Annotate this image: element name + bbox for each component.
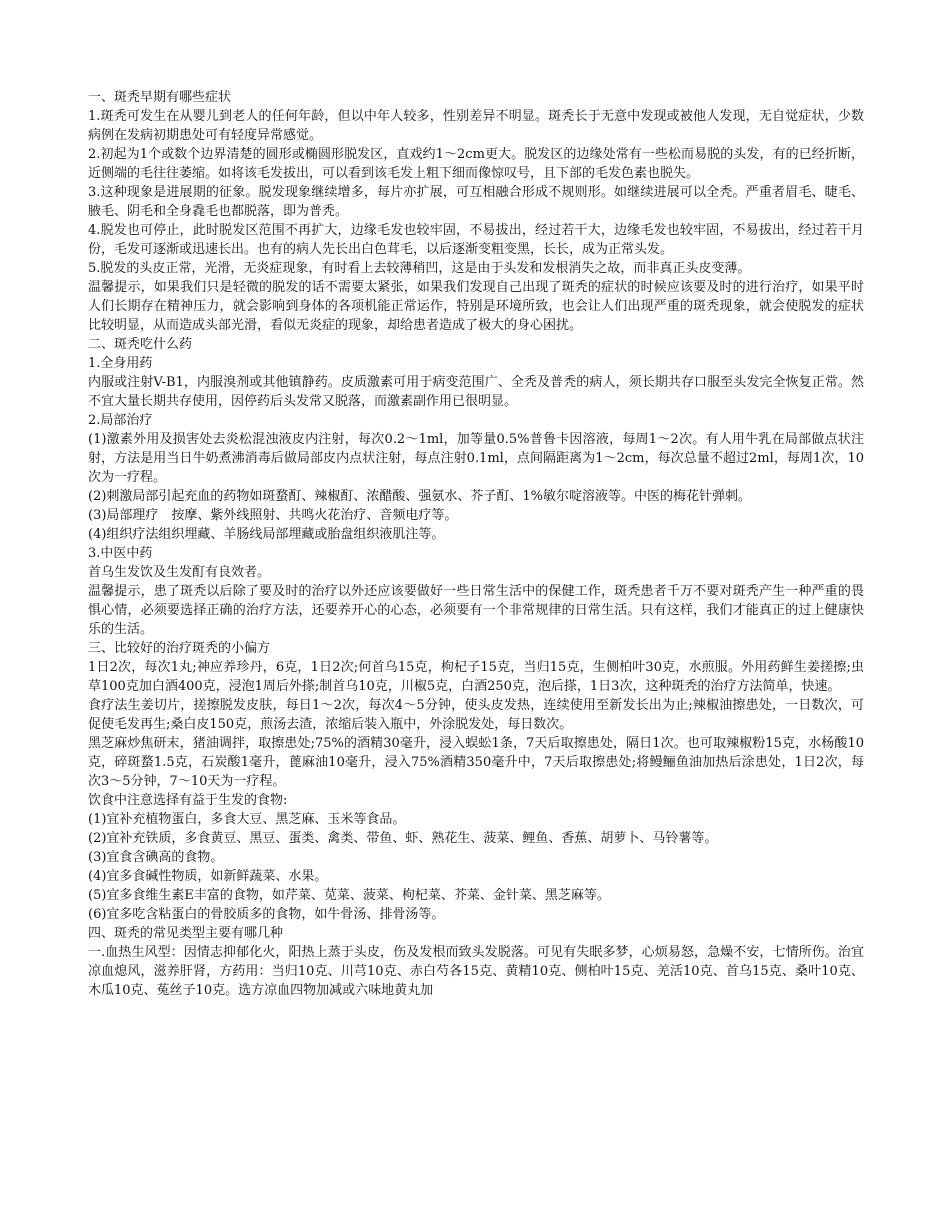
paragraph: 一.血热生风型：因情志抑郁化火，阳热上蒸于头皮，伤及发根而致头发脱落。可见有失眠多梦，心烦易怒，急燥不安，七情所伤。治宜凉血熄风，滋养肝肾，方药用：当归10克、川芎10克、赤白芍各15克、黄精10克、侧柏叶15克、羌活10克、首乌15克、桑叶10克、木瓜10克、菟丝子10克。选方凉血四物加减或六味地黄丸加	[88, 945, 864, 998]
paragraph: 5.脱发的头皮正常，光滑，无炎症现象，有时看上去较薄稍凹，这是由于头发和发根消失之故，而非真正头皮变薄。	[88, 261, 751, 276]
paragraph: (3)局部理疗 按摩、紫外线照射、共鸣火花治疗、音频电疗等。	[88, 508, 458, 523]
paragraph: 首乌生发饮及生发酊有良效者。	[88, 565, 271, 580]
paragraph: (5)宜多食维生素E丰富的食物，如芹菜、苋菜、菠菜、枸杞菜、芥菜、金针菜、黑芝麻等。	[88, 888, 610, 903]
paragraph: (4)组织疗法组织埋藏、羊肠线局部埋藏或胎盘组织液肌注等。	[88, 527, 445, 542]
paragraph: (6)宜多吃含粘蛋白的骨胶质多的食物，如牛骨汤、排骨汤等。	[88, 907, 445, 922]
paragraph: 3.中医中药	[88, 546, 153, 561]
paragraph: 食疗法生姜切片，搓擦脱发皮肤，每日1～2次，每次4～5分钟，使头皮发热，连续使用至新发长出为止;辣椒油擦患处，一日数次，可促使毛发再生;桑白皮150克，煎汤去渣，浓缩后装入瓶中，外涂脱发处，每日数次。	[88, 698, 864, 732]
paragraph: (2)宜补充铁质，多食黄豆、黑豆、蛋类、禽类、带鱼、虾、熟花生、菠菜、鲤鱼、香蕉、胡萝卜、马铃薯等。	[88, 831, 718, 846]
paragraph: (3)宜食含碘高的食物。	[88, 850, 224, 865]
paragraph: 1.斑秃可发生在从婴儿到老人的任何年龄，但以中年人较多，性别差异不明显。斑秃长于无意中发现或被他人发现，无自觉症状，少数病例在发病初期患处可有轻度异常感觉。	[88, 109, 864, 143]
paragraph: 温馨提示，患了斑秃以后除了要及时的治疗以外还应该要做好一些日常生活中的保健工作，斑秃患者千万不要对斑秃产生一种严重的畏惧心情，必须要选择正确的治疗方法，还要养开心的心态，必须要有一个非常规律的日常生活。只有这样，我们才能真正的过上健康快乐的生活。	[88, 584, 864, 637]
paragraph: 1日2次，每次1丸;神应养珍丹，6克，1日2次;何首乌15克，枸杞子15克，当归15克，生侧柏叶30克，水煎服。外用药鲜生姜搓擦;虫草100克加白酒400克，浸泡1周后外搽;制首乌10克，川椒5克，白酒250克，泡后搽，1日3次，这种斑秃的治疗方法简单，快速。	[88, 660, 864, 694]
paragraph: 饮食中注意选择有益于生发的食物:	[88, 793, 288, 808]
paragraph: 2.初起为1个或数个边界清楚的圆形或椭圆形脱发区，直戏约1～2cm更大。脱发区的边缘处常有一些松而易脱的头发，有的已经折断，近侧端的毛往往萎缩。如将该毛发拔出，可以看到该毛发上粗下细而像惊叹号，且下部的毛发色素也脱失。	[88, 147, 864, 181]
paragraph: 二、斑秃吃什么药	[88, 337, 193, 352]
paragraph: 黑芝麻炒焦研末，猪油调拌，取擦患处;75%的酒精30毫升，浸入蜈蚣1条，7天后取擦患处，隔日1次。也可取辣椒粉15克，水杨酸10克，碎斑蝥1.5克，石炭酸1毫升，蓖麻油10毫升，浸入75%酒精350毫升中，7天后取擦患处;将鳗鲡鱼油加热后涂患处，1日2次，每次3～5分钟，7～10天为一疗程。	[88, 736, 864, 789]
paragraph: 三、比较好的治疗斑秃的小偏方	[88, 641, 271, 656]
paragraph: 四、斑秃的常见类型主要有哪几种	[88, 926, 284, 941]
document-body	[88, 88, 864, 1000]
paragraph: 温馨提示，如果我们只是轻微的脱发的话不需要太紧张，如果我们发现自己出现了斑秃的症状的时候应该要及时的进行治疗，如果平时人们长期存在精神压力，就会影响到身体的各项机能正常运作，特别是环境所致，也会让人们出现严重的斑秃现象，就会使脱发的症状比较明显，从而造成头部光滑，看似无炎症的现象，却给患者造成了极大的身心困扰。	[88, 280, 864, 333]
paragraph: 一、斑秃早期有哪些症状	[88, 90, 232, 105]
paragraph: (1)激素外用及损害处去炎松混浊液皮内注射，每次0.2～1ml，加等量0.5%普鲁卡因溶液，每周1～2次。有人用牛乳在局部做点状注射，方法是用当日牛奶煮沸消毒后做局部皮内点状注射，每点注射0.1ml，点间隔距离为1～2cm，每次总量不超过2ml，每周1次，10次为一疗程。	[88, 432, 864, 485]
paragraph: 1.全身用药	[88, 356, 153, 371]
paragraph: 2.局部治疗	[88, 413, 153, 428]
paragraph: 3.这种现象是进展期的征象。脱发现象继续增多，每片亦扩展，可互相融合形成不规则形。如继续进展可以全秃。严重者眉毛、睫毛、腋毛、阴毛和全身毳毛也都脱落，即为普秃。	[88, 185, 864, 219]
paragraph: (4)宜多食碱性物质，如新鲜蔬菜、水果。	[88, 869, 328, 884]
paragraph: 4.脱发也可停止，此时脱发区范围不再扩大，边缘毛发也较牢固，不易拔出，经过若干大，边缘毛发也较牢固，不易拔出，经过若干月份，毛发可逐渐或迅速长出。也有的病人先长出白色茸毛，以后逐渐变粗变黑，长长，成为正常头发。	[88, 223, 864, 257]
paragraph: (1)宜补充植物蛋白，多食大豆、黑芝麻、玉米等食品。	[88, 812, 406, 827]
paragraph: 内服或注射V-B1，内服溴剂或其他镇静药。皮质激素可用于病变范围广、全秃及普秃的病人，须长期共存口服至头发完全恢复正常。然不宜大量长期共存使用，因停药后头发常又脱落，而激素副作用已很明显。	[88, 375, 864, 409]
paragraph: (2)刺激局部引起充血的药物如斑蝥酊、辣椒酊、浓醋酸、强氨水、芥子酊、1%敏尔啶溶液等。中医的梅花针弹刺。	[88, 489, 752, 504]
